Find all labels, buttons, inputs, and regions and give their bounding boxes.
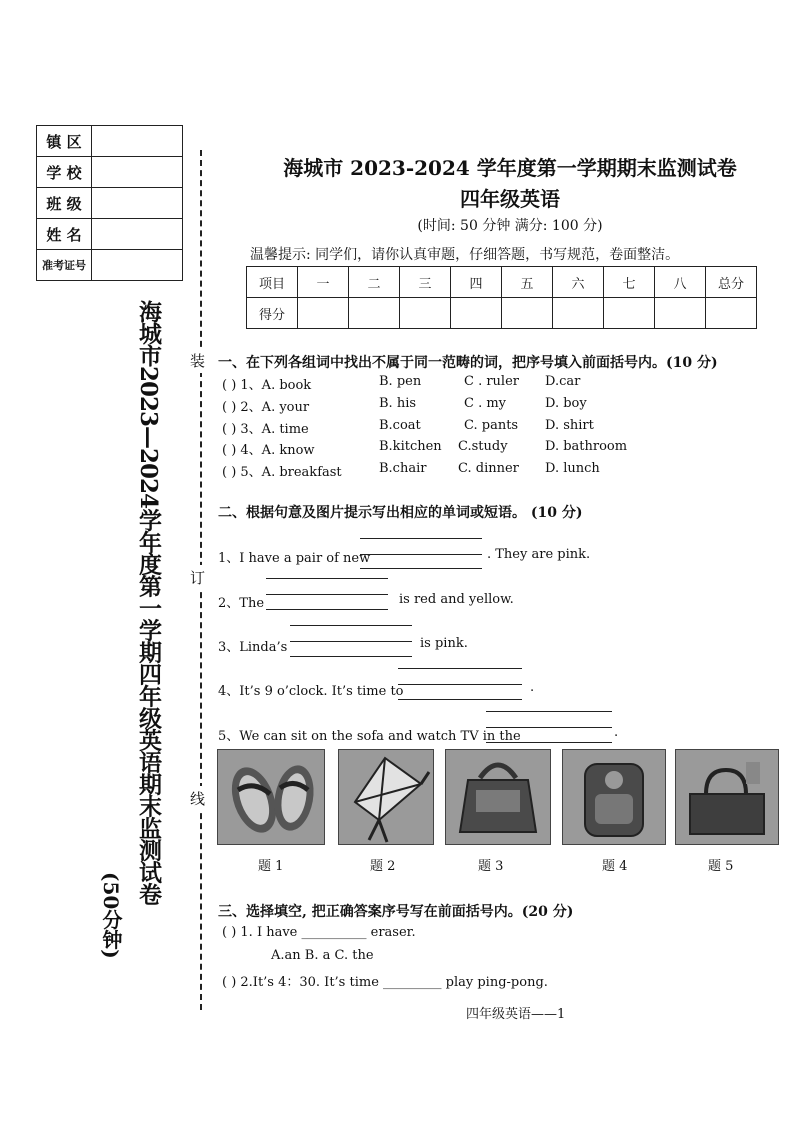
s1-item-option-d: D.car [545,374,581,389]
score-header-cell: 三 [400,267,451,298]
s3-q2: ( ) 2.It’s 4：30. It’s time _________ play ping-pong. [222,975,548,990]
info-field-town[interactable] [92,126,183,157]
s1-item-option-c: C . ruler [464,374,519,389]
picture-caption: 题 5 [708,859,734,874]
binding-mark-xian: 线 [190,786,205,811]
s1-item-question: ( ) 5、A. breakfast [222,465,342,480]
s2-q4-text-before: 4、It’s 9 o’clock. It’s time to [218,684,404,699]
score-cell[interactable] [298,298,349,329]
info-field-exam-id[interactable] [92,250,183,281]
picture-bathroom [675,749,779,845]
section3-heading: 三、选择填空, 把正确答案序号写在前面括号内。(20 分) [218,904,574,920]
s2-q5-text-before: 5、We can sit on the sofa and watch TV in the [218,729,521,744]
answer-line[interactable] [398,684,522,685]
s1-item-question: ( ) 2、A. your [222,400,310,415]
picture-kite [338,749,434,845]
s1-item-option-b: B.kitchen [379,439,442,454]
s2-q4-text-after: . [530,680,535,695]
side-vertical-title: 海城市2023—2024学年度第一学期四年级英语期末监测试卷 [135,300,162,905]
s1-item-option-b: B. his [379,396,417,411]
score-cell[interactable] [553,298,604,329]
answer-line[interactable] [290,641,412,642]
score-cell[interactable] [502,298,553,329]
picture-caption: 题 4 [602,859,628,874]
s1-item-option-d: D. lunch [545,461,600,476]
answer-line [486,711,612,712]
s2-q2-text-after: is red and yellow. [399,592,514,607]
score-header-cell: 四 [451,267,502,298]
picture-bag [445,749,551,845]
side-vertical-time: (50分钟) [99,872,123,959]
score-header-cell: 总分 [706,267,757,298]
answer-line[interactable] [360,554,482,555]
picture-caption: 题 2 [370,859,396,874]
info-label-class: 班 级 [37,188,92,219]
score-header-cell: 一 [298,267,349,298]
exam-title: 海城市 2023-2024 学年度第一学期期末监测试卷 [283,156,737,180]
s1-item-option-b: B.chair [379,461,427,476]
answer-line[interactable] [486,727,612,728]
score-header-cell: 五 [502,267,553,298]
s2-q3-text-before: 3、Linda’s [218,640,288,655]
s1-item-question: ( ) 4、A. know [222,443,315,458]
answer-line [290,656,412,657]
answer-line [398,668,522,669]
score-header-cell: 七 [604,267,655,298]
score-header-cell: 六 [553,267,604,298]
s1-item-option-c: C. dinner [458,461,519,476]
score-table [246,266,757,329]
info-label-school: 学 校 [37,157,92,188]
binding-mark-zhuang: 装 [190,348,205,373]
s1-item-option-d: D. bathroom [545,439,628,454]
picture-sandals [217,749,325,845]
picture-caption: 题 1 [258,859,284,874]
s2-q3-text-after: is pink. [420,636,468,651]
score-header-cell: 八 [655,267,706,298]
exam-time-info: (时间: 50 分钟 满分: 100 分) [417,218,603,234]
s1-item-option-d: D. shirt [545,418,594,433]
s2-q5-text-after: . [614,725,619,740]
answer-line [360,568,482,569]
s2-q1-text-before: 1、I have a pair of new [218,551,371,566]
s2-q2-text-before: 2、The [218,596,265,611]
score-header-cell: 项目 [247,267,298,298]
answer-line [486,742,612,743]
score-cell[interactable] [349,298,400,329]
score-cell[interactable] [400,298,451,329]
binding-mark-ding: 订 [190,565,205,590]
s1-item-question: ( ) 1、A. book [222,378,312,393]
s1-item-option-c: C. pants [464,418,519,433]
exam-subtitle: 四年级英语 [460,187,560,211]
picture-caption: 题 3 [478,859,504,874]
score-cell[interactable] [451,298,502,329]
score-row-label: 得分 [247,298,298,329]
s1-item-option-c: C . my [464,396,507,411]
answer-line [266,578,388,579]
answer-line [266,609,388,610]
answer-line[interactable] [266,594,388,595]
section2-heading: 二、根据句意及图片提示写出相应的单词或短语。 (10 分) [218,505,583,521]
student-info-box [36,125,183,281]
picture-backpack [562,749,666,845]
s1-item-option-b: B. pen [379,374,422,389]
info-label-town: 镇 区 [37,126,92,157]
s1-item-option-c: C.study [458,439,508,454]
page-footer: 四年级英语——1 [466,1007,566,1022]
s3-q1: ( ) 1. I have __________ eraser. [222,925,416,940]
score-cell[interactable] [706,298,757,329]
s1-item-question: ( ) 3、A. time [222,422,309,437]
s3-q1-options: A.an B. a C. the [271,948,374,963]
info-label-exam-id: 准考证号 [37,250,92,281]
score-cell[interactable] [655,298,706,329]
info-field-class[interactable] [92,188,183,219]
info-field-name[interactable] [92,219,183,250]
info-field-school[interactable] [92,157,183,188]
score-header-cell: 二 [349,267,400,298]
answer-line [398,699,522,700]
s2-q1-text-after: . They are pink. [487,547,591,562]
exam-tip: 温馨提示: 同学们，请你认真审题，仔细答题，书写规范，卷面整洁。 [250,247,680,263]
answer-line [360,538,482,539]
s1-item-option-d: D. boy [545,396,587,411]
s1-item-option-b: B.coat [379,418,421,433]
info-label-name: 姓 名 [37,219,92,250]
score-cell[interactable] [604,298,655,329]
answer-line [290,625,412,626]
section1-heading: 一、在下列各组词中找出不属于同一范畴的词，把序号填入前面括号内。(10 分) [218,355,718,371]
